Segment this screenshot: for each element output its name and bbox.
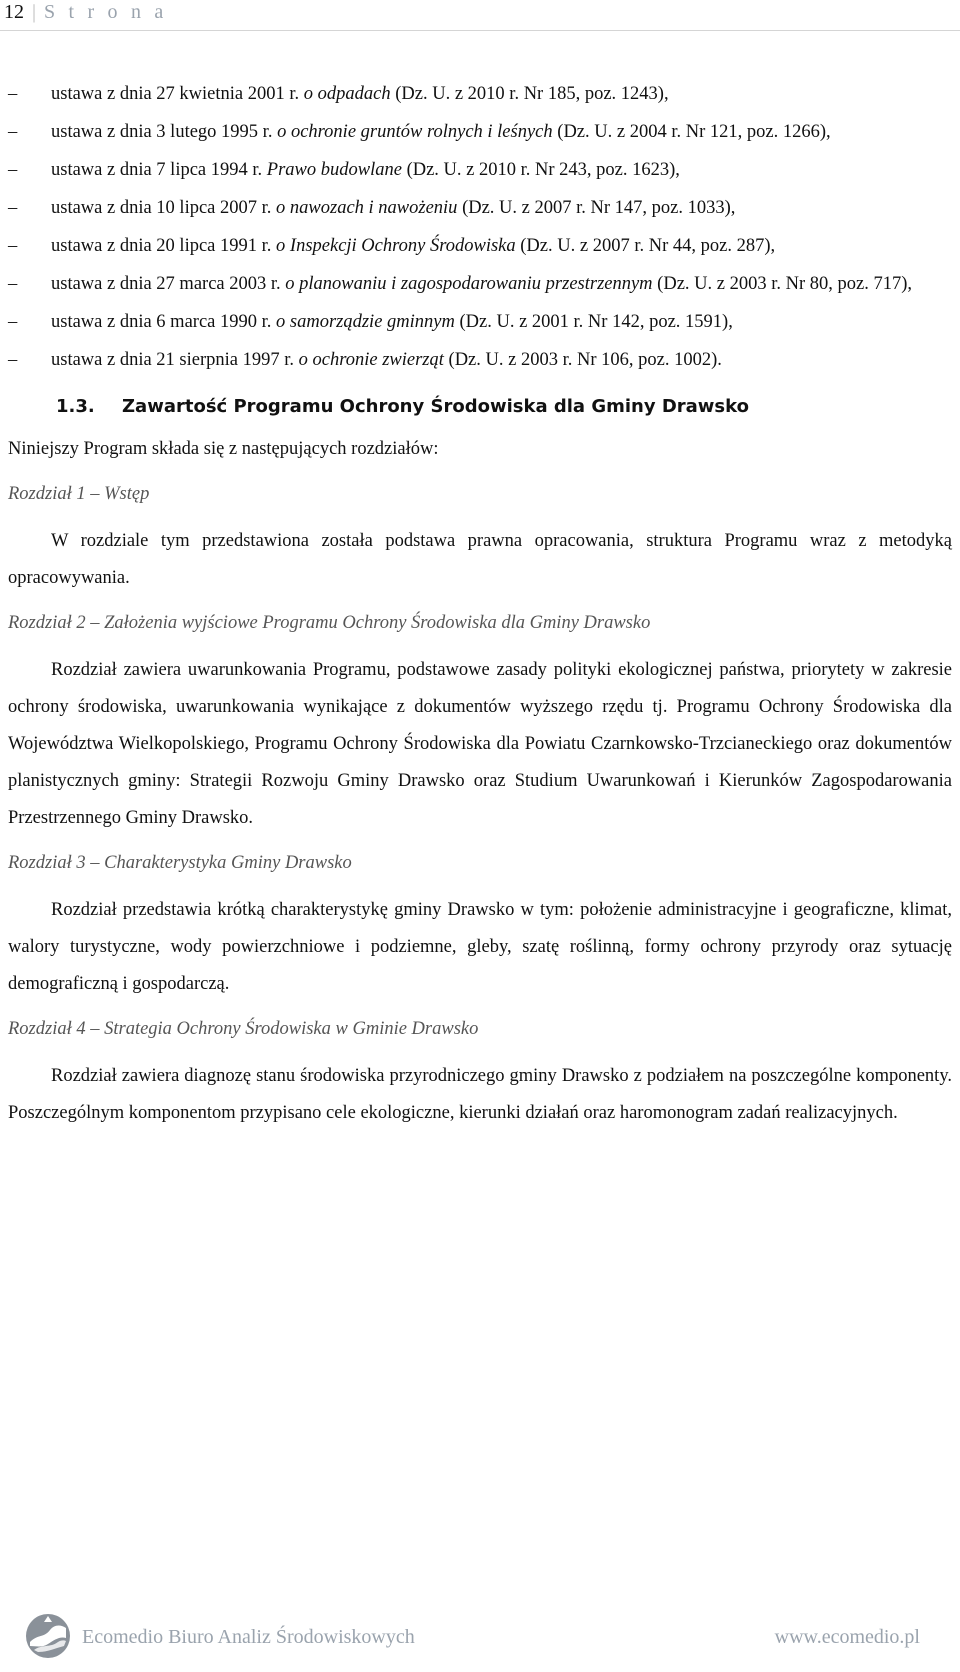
footer-website-link[interactable]: www.ecomedio.pl — [774, 1626, 920, 1648]
page-footer — [0, 1612, 960, 1672]
chapter-heading-4: Rozdział 4 – Strategia Ochrony Środowiska w Gminie Drawsko — [8, 1019, 479, 1039]
header-rule — [0, 30, 960, 31]
list-item: – ustawa z dnia 27 marca 2003 r. o planowaniu i zagospodarowaniu przestrzennym (Dz. U. z 2003 r. Nr 80, poz. 717), — [8, 265, 952, 303]
list-item: – ustawa z dnia 6 marca 1990 r. o samorządzie gminnym (Dz. U. z 2001 r. Nr 142, poz. 1591), — [8, 303, 952, 341]
chapter-heading-2: Rozdział 2 – Założenia wyjściowe Programu Ochrony Środowiska dla Gminy Drawsko — [8, 613, 651, 633]
chapter-text-1: W rozdziale tym przedstawiona została podstawa prawna opracowania, struktura Programu wraz z metodyką opracowywania. — [8, 531, 952, 588]
chapter-text-2: Rozdział zawiera uwarunkowania Programu, podstawowe zasady polityki ekologicznej państwa, priorytety w zakresie ochrony środowiska, uwarunkowania wynikające z dokumentów wyższego rzędu tj. Programu Ochrony Środowiska dla Województwa Wielkopolskiego, Programu Ochrony Środowiska dla Powiatu Czarnkowsko-Trzcianeckiego oraz dokumentów planistycznych gminy: Strategii Rozwoju Gminy Drawsko oraz Studium Uwarunkowań i Kierunków Zagospodarowania Przestrzennego Gminy Drawsko. — [8, 660, 952, 828]
chapter-text-3: Rozdział przedstawia krótką charakterystykę gminy Drawsko w tym: położenie administracyjne i geograficzne, klimat, walory turystyczne, wody powierzchniowe i podziemne, gleby, szatę roślinną, formy ochrony przyrody oraz sytuację demograficzną i gospodarczą. — [8, 900, 952, 994]
list-item: – ustawa z dnia 21 sierpnia 1997 r. o ochronie zwierząt (Dz. U. z 2003 r. Nr 106, poz. 1002). — [8, 341, 952, 379]
legal-acts-list — [8, 75, 952, 379]
section-heading — [8, 391, 952, 421]
page-number: 12 — [4, 0, 24, 23]
list-item: – ustawa z dnia 3 lutego 1995 r. o ochronie gruntów rolnych i leśnych (Dz. U. z 2004 r. Nr 121, poz. 1266), — [8, 113, 952, 151]
ecomedio-logo-icon — [24, 1612, 72, 1660]
list-item: – ustawa z dnia 10 lipca 2007 r. o nawozach i nawożeniu (Dz. U. z 2007 r. Nr 147, poz. 1033), — [8, 189, 952, 227]
page-header — [4, 0, 167, 24]
list-item: – ustawa z dnia 20 lipca 1991 r. o Inspekcji Ochrony Środowiska (Dz. U. z 2007 r. Nr 44, poz. 287), — [8, 227, 952, 265]
document-body — [8, 75, 952, 1132]
list-item: – ustawa z dnia 7 lipca 1994 r. Prawo budowlane (Dz. U. z 2010 r. Nr 243, poz. 1623), — [8, 151, 952, 189]
header-separator: | — [32, 0, 37, 23]
section-title: Zawartość Programu Ochrony Środowiska dla Gminy Drawsko — [122, 395, 749, 417]
chapter-heading-1: Rozdział 1 – Wstęp — [8, 484, 150, 504]
chapter-heading-3: Rozdział 3 – Charakterystyka Gminy Drawsko — [8, 853, 352, 873]
footer-company-name: Ecomedio Biuro Analiz Środowiskowych — [82, 1626, 415, 1648]
header-label: S t r o n a — [44, 0, 168, 23]
intro-paragraph: Niniejszy Program składa się z następujących rozdziałów: — [8, 439, 439, 459]
section-number: 1.3. — [56, 395, 95, 417]
chapter-text-4: Rozdział zawiera diagnozę stanu środowiska przyrodniczego gminy Drawsko z podziałem na poszczególne komponenty. Poszczególnym komponentom przypisano cele ekologiczne, kierunki działań oraz haromonogram zadań realizacyjnych. — [8, 1066, 952, 1123]
list-item: – ustawa z dnia 27 kwietnia 2001 r. o odpadach (Dz. U. z 2010 r. Nr 185, poz. 1243), — [8, 75, 952, 113]
